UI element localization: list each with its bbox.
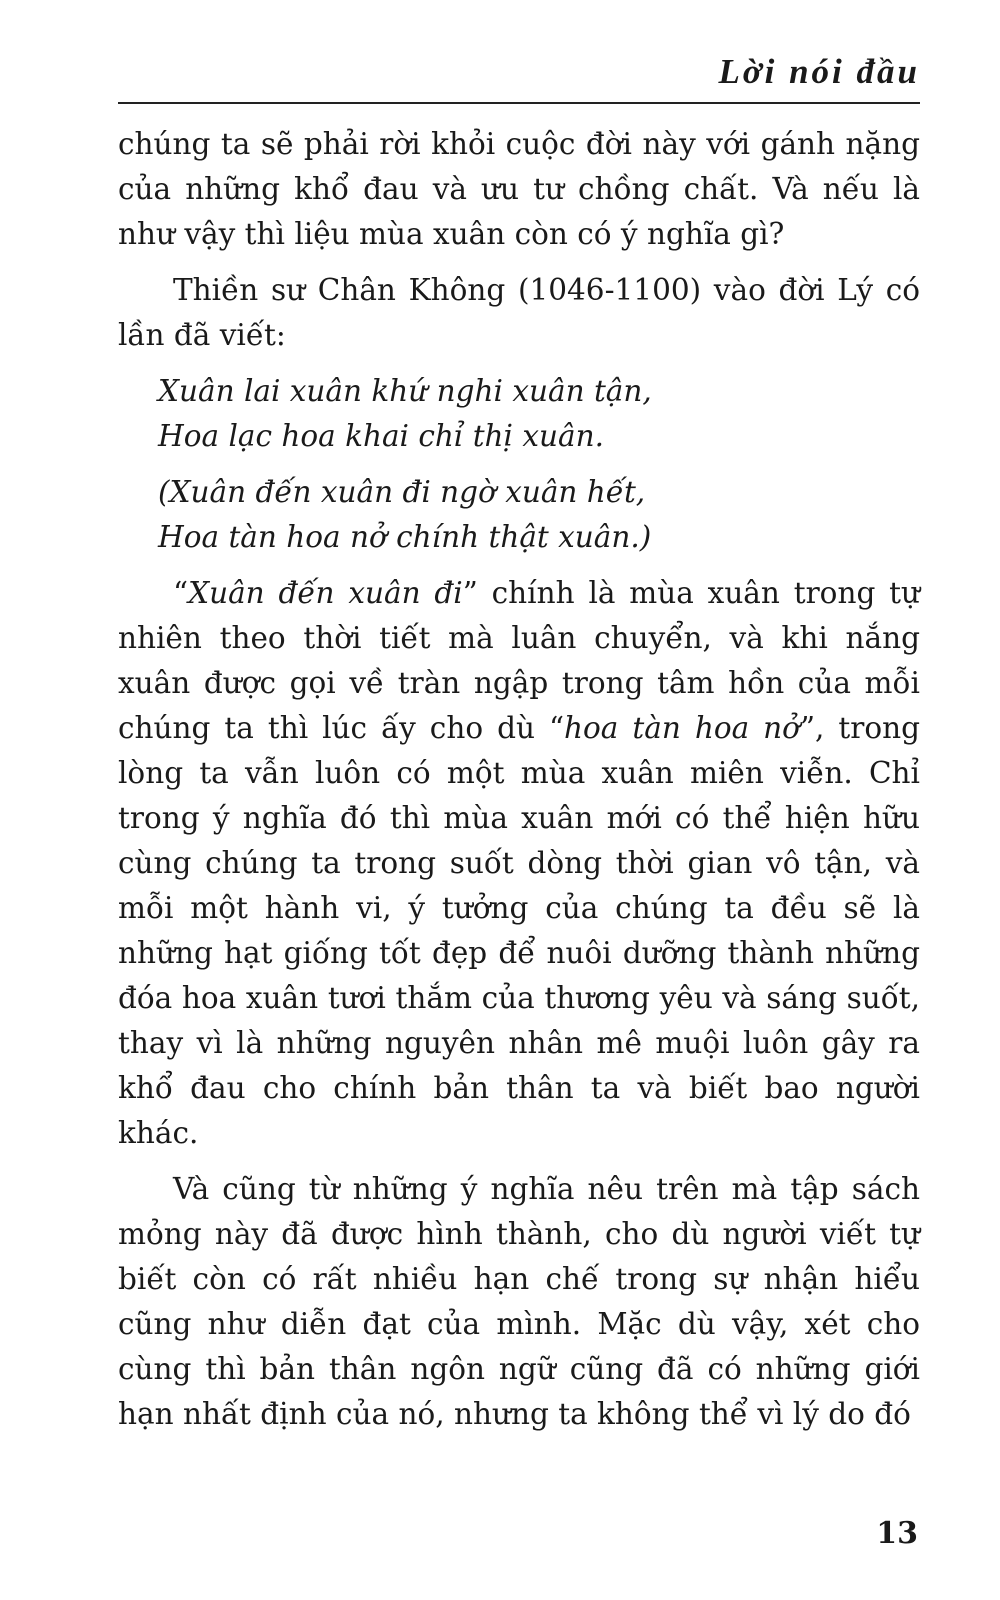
paragraph-spring-meaning bbox=[118, 571, 920, 1156]
paragraph-continued: chúng ta sẽ phải rời khỏi cuộc đời này với gánh nặng của những khổ đau và ưu tư chồng chất. Và nếu là như vậy thì liệu mùa xuân còn có ý nghĩa gì? bbox=[118, 127, 920, 251]
quote-mark: “ bbox=[173, 576, 189, 610]
page-number: 13 bbox=[876, 1516, 918, 1551]
paragraph-text-1: ” chính là mùa xuân trong tự nhiên theo thời tiết mà luân chuyển, và khi nắng xuân được gọi về tràn ngập trong tâm hồn của mỗi chúng ta thì lúc ấy cho dù “ bbox=[118, 576, 921, 745]
poem-original-line-2: Hoa lạc hoa khai chỉ thị xuân. bbox=[158, 419, 604, 453]
poem-translation bbox=[158, 470, 920, 560]
running-title: Lời nói đầu bbox=[718, 52, 920, 91]
paragraph-book-purpose: Và cũng từ những ý nghĩa nêu trên mà tập sách mỏng này đã được hình thành, cho dù người viết tự biết còn có rất nhiều hạn chế trong sự nhận hiểu cũng như diễn đạt của mình. Mặc dù vậy, xét cho cùng thì bản thân ngôn ngữ cũng đã có những giới hạn nhất định của nó, nhưng ta không thể vì lý do đó bbox=[118, 1172, 920, 1431]
quoted-phrase-1: Xuân đến xuân đi bbox=[188, 576, 463, 610]
paragraph-intro-poem: Thiền sư Chân Không (1046-1100) vào đời Lý có lần đã viết: bbox=[118, 273, 920, 352]
paragraph-text-2: ”, trong lòng ta vẫn luôn có một mùa xuân miên viễn. Chỉ trong ý nghĩa đó thì mùa xuân mới có thể hiện hữu cùng chúng ta trong suốt dòng thời gian vô tận, và mỗi một hành vi, ý tưởng của chúng ta đều sẽ là những hạt giống tốt đẹp để nuôi dưỡng thành những đóa hoa xuân tươi thắm của thương yêu và sáng suốt, thay vì là những nguyên nhân mê muội luôn gây ra khổ đau cho chính bản thân ta và biết bao người khác. bbox=[118, 711, 920, 1150]
page-body bbox=[118, 122, 920, 1448]
poem-original bbox=[158, 369, 920, 459]
quoted-phrase-2: hoa tàn hoa nở bbox=[564, 711, 800, 745]
poem-original-line-1: Xuân lai xuân khứ nghi xuân tận, bbox=[158, 374, 652, 408]
poem-translation-line-2: Hoa tàn hoa nở chính thật xuân.) bbox=[158, 520, 652, 554]
running-header bbox=[118, 52, 920, 104]
poem-translation-line-1: (Xuân đến xuân đi ngờ xuân hết, bbox=[158, 475, 646, 509]
